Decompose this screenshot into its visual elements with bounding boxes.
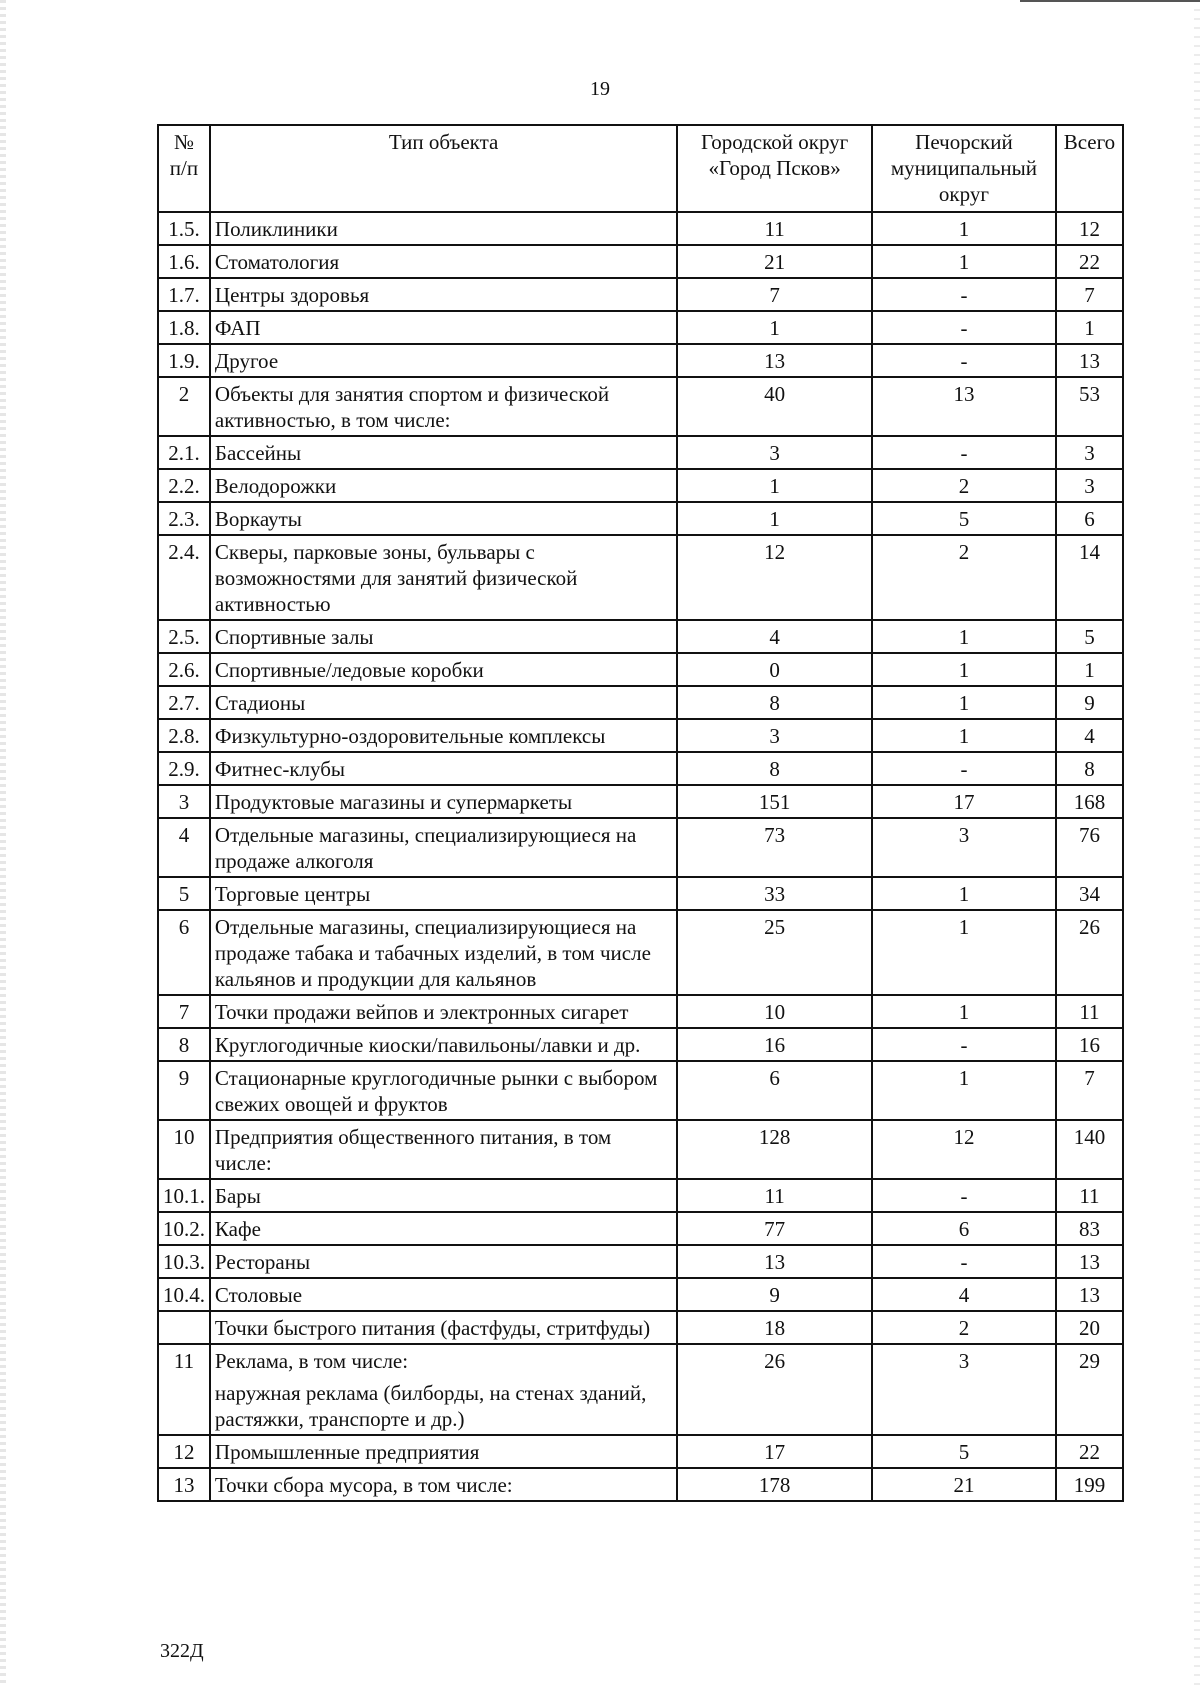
row-number: 2.6.	[158, 653, 210, 686]
objects-table	[157, 124, 1124, 1502]
row-number: 2.5.	[158, 620, 210, 653]
row-pechory-value: 21	[872, 1468, 1056, 1501]
row-pechory-value: -	[872, 1245, 1056, 1278]
row-total-value: 16	[1056, 1028, 1123, 1061]
row-total-value: 168	[1056, 785, 1123, 818]
row-object-type: Продуктовые магазины и супермаркеты	[210, 785, 677, 818]
header-total: Всего	[1056, 125, 1123, 212]
row-pechory-value: 5	[872, 1435, 1056, 1468]
table-row	[158, 686, 1123, 719]
table-row	[158, 1061, 1123, 1120]
row-total-value: 3	[1056, 469, 1123, 502]
row-object-type: Промышленные предприятия	[210, 1435, 677, 1468]
row-pechory-value: 13	[872, 377, 1056, 436]
row-object-type: Физкультурно-оздоровительные комплексы	[210, 719, 677, 752]
table-row	[158, 620, 1123, 653]
table-row	[158, 1212, 1123, 1245]
scan-edge-right	[1194, 0, 1200, 1686]
table-row	[158, 1028, 1123, 1061]
row-object-type: Точки сбора мусора, в том числе:	[210, 1468, 677, 1501]
header-type: Тип объекта	[210, 125, 677, 212]
row-number: 2.9.	[158, 752, 210, 785]
table-row	[158, 377, 1123, 436]
row-object-type: Точки продажи вейпов и электронных сигарет	[210, 995, 677, 1028]
row-number: 10.3.	[158, 1245, 210, 1278]
row-pskov-value: 11	[677, 212, 872, 245]
row-total-value: 29	[1056, 1344, 1123, 1435]
row-total-value: 22	[1056, 245, 1123, 278]
table-row	[158, 1278, 1123, 1311]
row-pskov-value: 17	[677, 1435, 872, 1468]
row-number: 1.6.	[158, 245, 210, 278]
row-pechory-value: 17	[872, 785, 1056, 818]
row-pskov-value: 40	[677, 377, 872, 436]
row-pechory-value: 1	[872, 1061, 1056, 1120]
row-object-type: Стационарные круглогодичные рынки с выбором свежих овощей и фруктов	[210, 1061, 677, 1120]
table-row	[158, 311, 1123, 344]
row-total-value: 13	[1056, 1245, 1123, 1278]
row-pskov-value: 3	[677, 719, 872, 752]
table-row	[158, 785, 1123, 818]
row-total-value: 53	[1056, 377, 1123, 436]
row-number: 2	[158, 377, 210, 436]
row-number: 1.9.	[158, 344, 210, 377]
row-total-value: 199	[1056, 1468, 1123, 1501]
row-object-type: Стоматология	[210, 245, 677, 278]
row-total-value: 12	[1056, 212, 1123, 245]
row-total-value: 3	[1056, 436, 1123, 469]
row-total-value: 83	[1056, 1212, 1123, 1245]
scan-mark-top	[1020, 0, 1200, 2]
row-object-type: Кафе	[210, 1212, 677, 1245]
row-number: 4	[158, 818, 210, 877]
row-total-value: 13	[1056, 344, 1123, 377]
row-pskov-value: 8	[677, 686, 872, 719]
row-total-value: 22	[1056, 1435, 1123, 1468]
row-total-value: 140	[1056, 1120, 1123, 1179]
row-object-type: Фитнес-клубы	[210, 752, 677, 785]
row-number: 7	[158, 995, 210, 1028]
row-number: 13	[158, 1468, 210, 1501]
row-object-type: Бассейны	[210, 436, 677, 469]
table-row	[158, 469, 1123, 502]
table-row	[158, 344, 1123, 377]
row-total-value: 11	[1056, 995, 1123, 1028]
row-pechory-value: 1	[872, 212, 1056, 245]
table-row	[158, 1311, 1123, 1344]
row-number: 2.8.	[158, 719, 210, 752]
row-pechory-value: 1	[872, 877, 1056, 910]
row-pechory-value: 1	[872, 910, 1056, 995]
row-object-type: Предприятия общественного питания, в том числе:	[210, 1120, 677, 1179]
row-pechory-value: 2	[872, 469, 1056, 502]
row-pechory-value: -	[872, 1028, 1056, 1061]
row-pskov-value: 178	[677, 1468, 872, 1501]
row-pechory-value: 4	[872, 1278, 1056, 1311]
table-row	[158, 1344, 1123, 1435]
row-number: 2.4.	[158, 535, 210, 620]
table-row	[158, 1468, 1123, 1501]
row-pechory-value: -	[872, 311, 1056, 344]
row-pechory-value: 1	[872, 686, 1056, 719]
row-pskov-value: 21	[677, 245, 872, 278]
row-object-type: Круглогодичные киоски/павильоны/лавки и др.	[210, 1028, 677, 1061]
row-number: 10.4.	[158, 1278, 210, 1311]
row-pechory-value: -	[872, 278, 1056, 311]
row-object-type: Стадионы	[210, 686, 677, 719]
row-object-type: Скверы, парковые зоны, бульвары с возможностями для занятий физической активностью	[210, 535, 677, 620]
row-total-value: 5	[1056, 620, 1123, 653]
table-row	[158, 436, 1123, 469]
row-pskov-value: 26	[677, 1344, 872, 1435]
table-row	[158, 1435, 1123, 1468]
scan-edge-left	[0, 0, 6, 1686]
row-object-type: Рестораны	[210, 1245, 677, 1278]
row-object-type: Точки быстрого питания (фастфуды, стритфуды)	[210, 1311, 677, 1344]
row-object-type: Отдельные магазины, специализирующиеся на продаже алкоголя	[210, 818, 677, 877]
table-row	[158, 995, 1123, 1028]
row-pskov-value: 151	[677, 785, 872, 818]
row-pechory-value: -	[872, 344, 1056, 377]
row-pskov-value: 6	[677, 1061, 872, 1120]
row-total-value: 14	[1056, 535, 1123, 620]
row-number: 1.5.	[158, 212, 210, 245]
table-row	[158, 877, 1123, 910]
row-pskov-value: 9	[677, 1278, 872, 1311]
row-pskov-value: 1	[677, 469, 872, 502]
row-pskov-value: 12	[677, 535, 872, 620]
row-number: 10	[158, 1120, 210, 1179]
row-number: 12	[158, 1435, 210, 1468]
row-number: 3	[158, 785, 210, 818]
row-pskov-value: 18	[677, 1311, 872, 1344]
row-pechory-value: 1	[872, 719, 1056, 752]
row-number: 2.7.	[158, 686, 210, 719]
row-object-type: Торговые центры	[210, 877, 677, 910]
header-pskov: Городской округ «Город Псков»	[677, 125, 872, 212]
row-pechory-value: -	[872, 1179, 1056, 1212]
table-row	[158, 818, 1123, 877]
row-pskov-value: 25	[677, 910, 872, 995]
row-number: 10.1.	[158, 1179, 210, 1212]
row-total-value: 7	[1056, 1061, 1123, 1120]
table-header-row	[158, 125, 1123, 212]
row-pechory-value: 1	[872, 995, 1056, 1028]
page-number: 19	[590, 78, 610, 100]
table-row	[158, 245, 1123, 278]
row-number: 11	[158, 1344, 210, 1435]
row-pskov-value: 11	[677, 1179, 872, 1212]
table-row	[158, 535, 1123, 620]
row-pskov-value: 73	[677, 818, 872, 877]
row-object-type-main: Реклама, в том числе:	[214, 1349, 409, 1373]
row-total-value: 6	[1056, 502, 1123, 535]
row-number: 2.3.	[158, 502, 210, 535]
row-number	[158, 1311, 210, 1344]
row-object-type: Поликлиники	[210, 212, 677, 245]
row-pechory-value: -	[872, 436, 1056, 469]
row-pechory-value: 2	[872, 1311, 1056, 1344]
row-pechory-value: 2	[872, 535, 1056, 620]
table-body	[158, 212, 1123, 1501]
row-pskov-value: 1	[677, 311, 872, 344]
header-num: № п/п	[158, 125, 210, 212]
row-pechory-value: 1	[872, 245, 1056, 278]
row-number: 5	[158, 877, 210, 910]
row-number: 1.7.	[158, 278, 210, 311]
row-pskov-value: 16	[677, 1028, 872, 1061]
row-total-value: 4	[1056, 719, 1123, 752]
row-pechory-value: 1	[872, 653, 1056, 686]
table-row	[158, 752, 1123, 785]
table-row	[158, 212, 1123, 245]
row-number: 10.2.	[158, 1212, 210, 1245]
table-row	[158, 910, 1123, 995]
row-total-value: 1	[1056, 311, 1123, 344]
row-pechory-value: 3	[872, 818, 1056, 877]
row-pechory-value: 1	[872, 620, 1056, 653]
row-object-type: Бары	[210, 1179, 677, 1212]
row-object-type: Центры здоровья	[210, 278, 677, 311]
row-total-value: 11	[1056, 1179, 1123, 1212]
row-total-value: 26	[1056, 910, 1123, 995]
table-row	[158, 719, 1123, 752]
row-number: 9	[158, 1061, 210, 1120]
row-object-type: Спортивные залы	[210, 620, 677, 653]
row-pskov-value: 7	[677, 278, 872, 311]
row-object-type: Спортивные/ледовые коробки	[210, 653, 677, 686]
row-object-type: Столовые	[210, 1278, 677, 1311]
row-pechory-value: 3	[872, 1344, 1056, 1435]
row-number: 2.2.	[158, 469, 210, 502]
row-object-type: Другое	[210, 344, 677, 377]
row-object-type	[210, 1344, 677, 1435]
row-pechory-value: 5	[872, 502, 1056, 535]
table-row	[158, 653, 1123, 686]
row-pskov-value: 77	[677, 1212, 872, 1245]
row-object-type: ФАП	[210, 311, 677, 344]
table-row	[158, 278, 1123, 311]
row-number: 1.8.	[158, 311, 210, 344]
row-total-value: 1	[1056, 653, 1123, 686]
row-number: 2.1.	[158, 436, 210, 469]
table-row	[158, 1120, 1123, 1179]
row-pskov-value: 8	[677, 752, 872, 785]
row-pskov-value: 33	[677, 877, 872, 910]
row-number: 6	[158, 910, 210, 995]
row-total-value: 7	[1056, 278, 1123, 311]
row-object-type: Велодорожки	[210, 469, 677, 502]
row-object-type-sub: наружная реклама (билборды, на стенах зданий, растяжки, транспорте и др.)	[214, 1381, 647, 1431]
row-pechory-value: 6	[872, 1212, 1056, 1245]
table-row	[158, 1179, 1123, 1212]
row-total-value: 34	[1056, 877, 1123, 910]
footer-code: 322Д	[160, 1640, 204, 1662]
table-row	[158, 502, 1123, 535]
header-pechory: Печорский муниципальный округ	[872, 125, 1056, 212]
row-pechory-value: 12	[872, 1120, 1056, 1179]
row-pskov-value: 1	[677, 502, 872, 535]
row-pskov-value: 13	[677, 1245, 872, 1278]
row-total-value: 76	[1056, 818, 1123, 877]
row-pechory-value: -	[872, 752, 1056, 785]
row-object-type: Воркауты	[210, 502, 677, 535]
row-total-value: 20	[1056, 1311, 1123, 1344]
row-total-value: 8	[1056, 752, 1123, 785]
row-pskov-value: 4	[677, 620, 872, 653]
row-object-type: Объекты для занятия спортом и физической активностью, в том числе:	[210, 377, 677, 436]
row-total-value: 13	[1056, 1278, 1123, 1311]
row-pskov-value: 128	[677, 1120, 872, 1179]
row-pskov-value: 10	[677, 995, 872, 1028]
row-pskov-value: 3	[677, 436, 872, 469]
row-pskov-value: 13	[677, 344, 872, 377]
row-total-value: 9	[1056, 686, 1123, 719]
row-pskov-value: 0	[677, 653, 872, 686]
row-number: 8	[158, 1028, 210, 1061]
row-object-type: Отдельные магазины, специализирующиеся на продаже табака и табачных изделий, в том числе кальянов и продукции для кальянов	[210, 910, 677, 995]
table-row	[158, 1245, 1123, 1278]
